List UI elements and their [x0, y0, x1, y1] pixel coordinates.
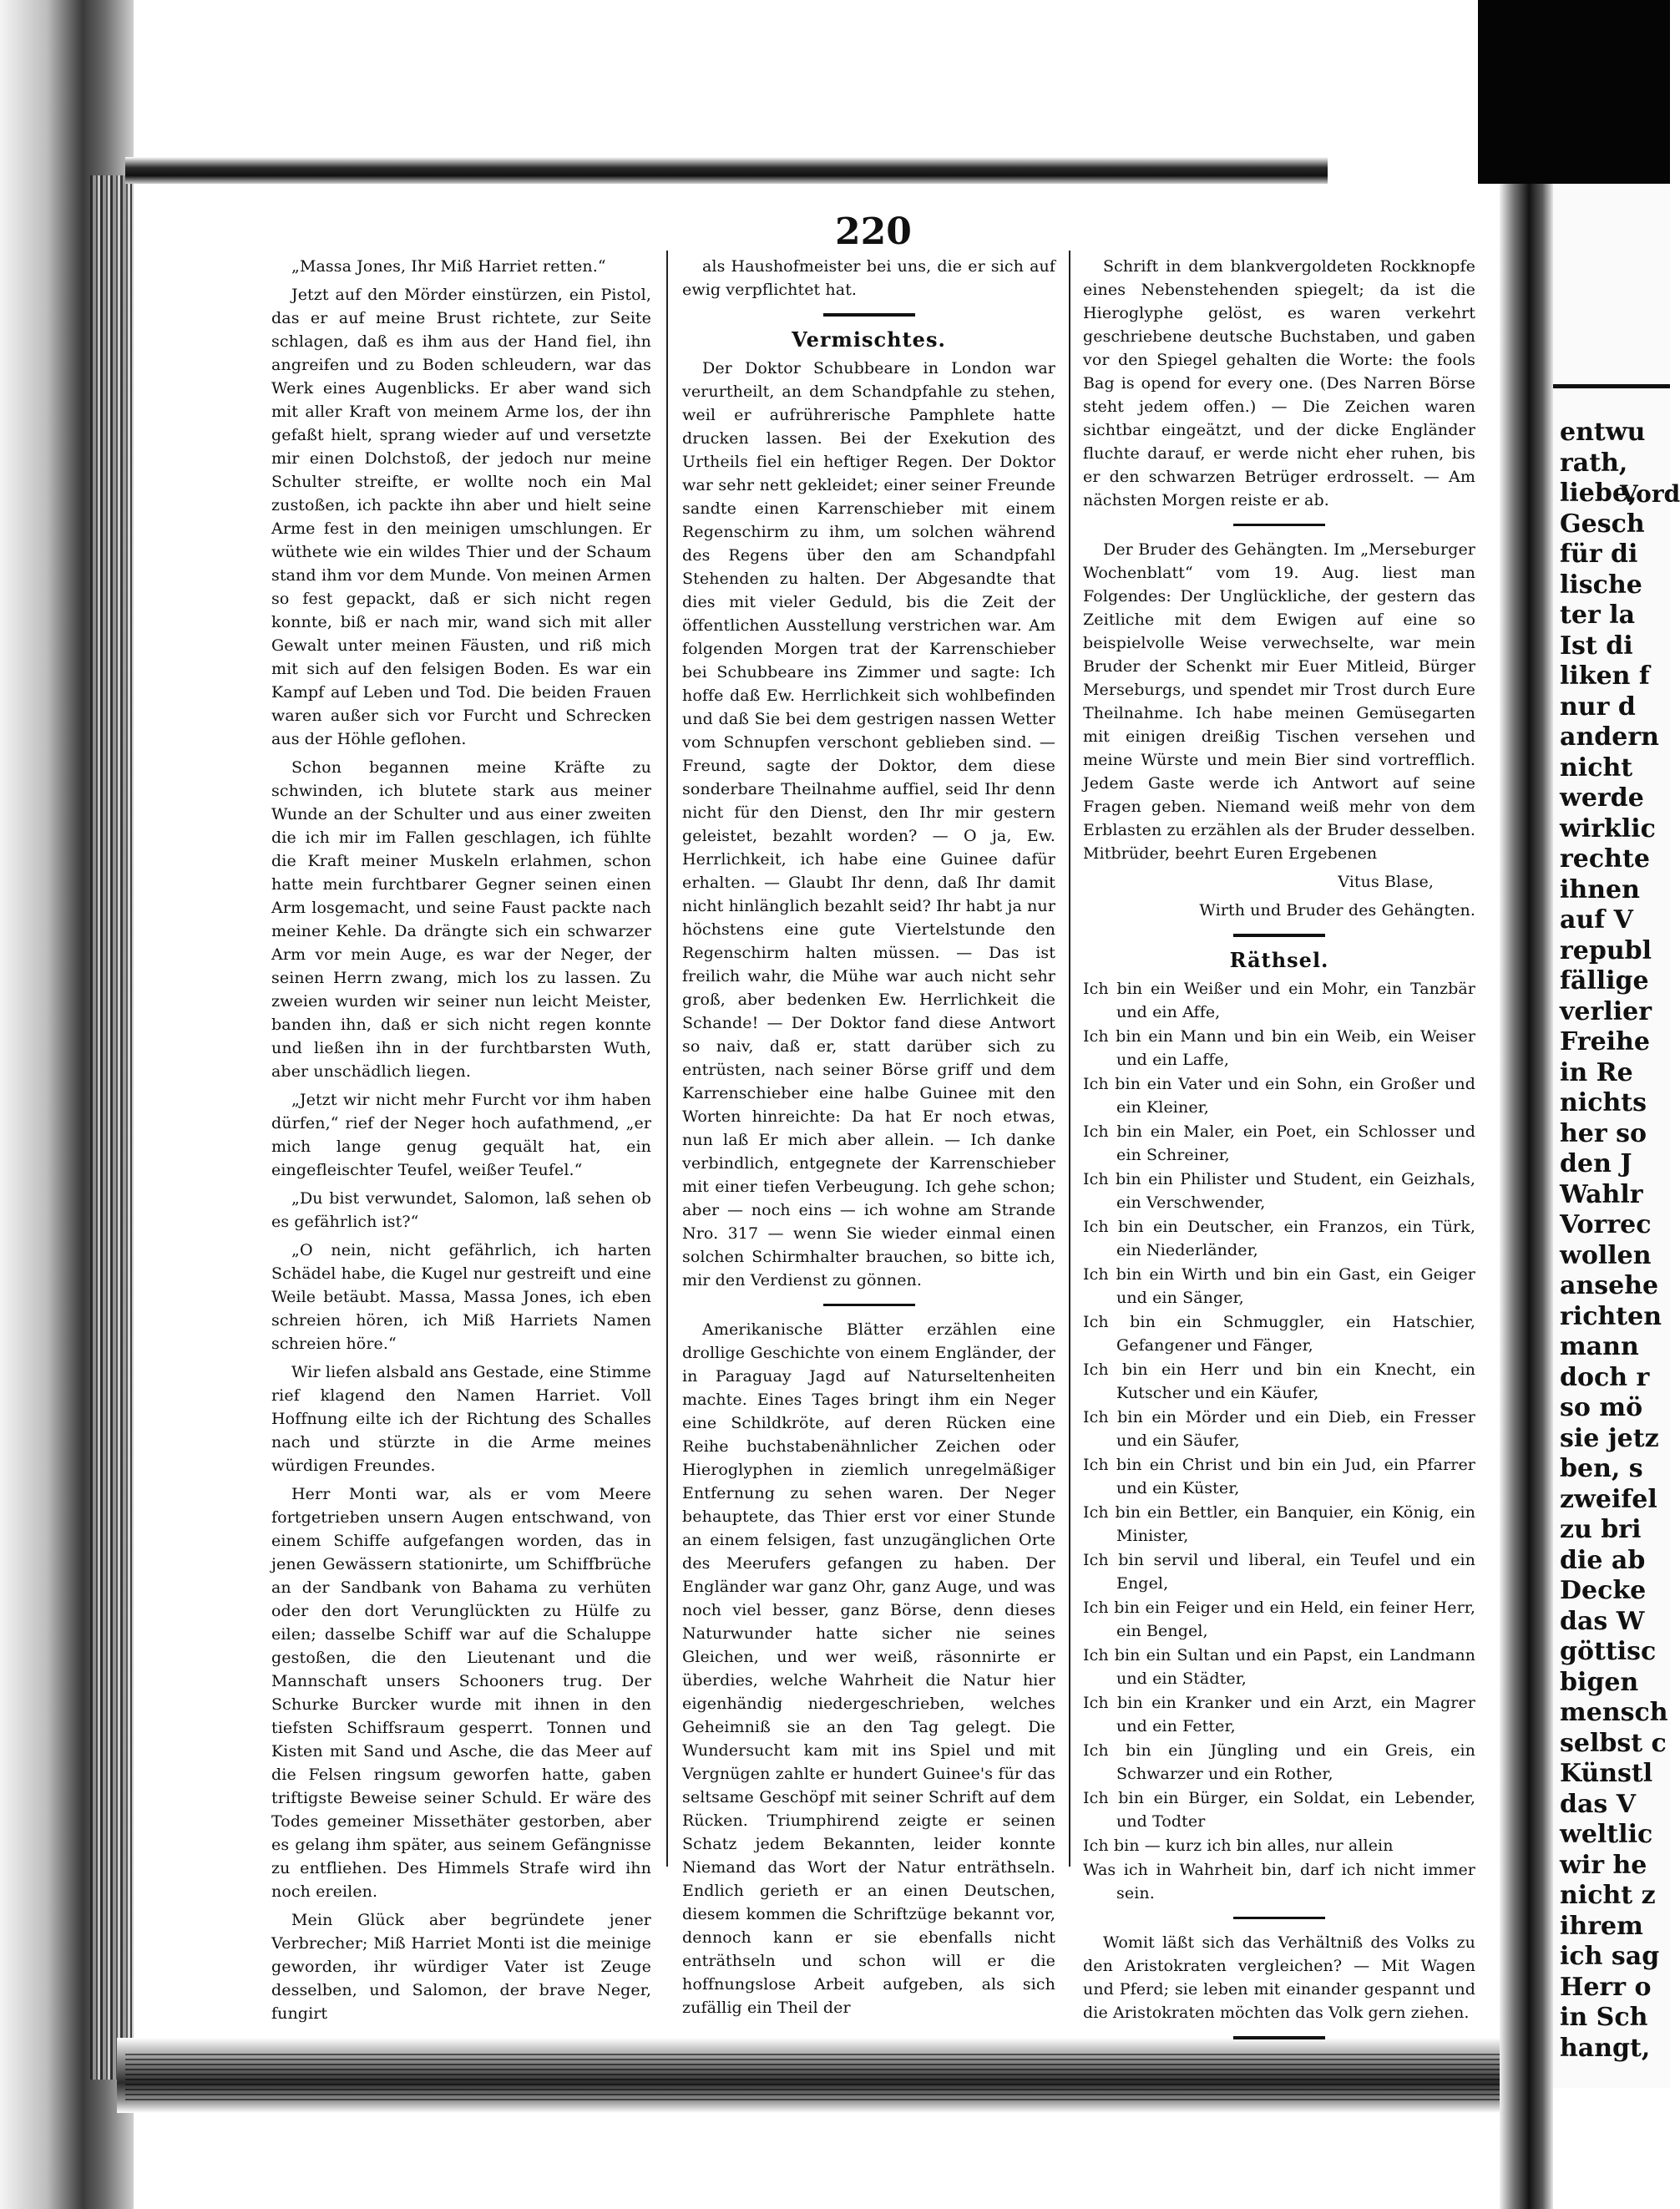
adjacent-page-line: rechte [1560, 844, 1650, 874]
adjacent-page-line: in Re [1560, 1057, 1633, 1087]
adjacent-page-line: göttisc [1560, 1637, 1657, 1666]
riddle-line: Ich bin ein Weißer und ein Mohr, ein Tanzbär und ein Affe, [1083, 980, 1475, 1021]
section-separator [823, 313, 915, 317]
adjacent-page-line: in Sch [1560, 2003, 1648, 2032]
adjacent-page-line: das V [1560, 1789, 1637, 1819]
adjacent-page-line: weltlic [1560, 1820, 1653, 1849]
riddle-line: Ich bin ein Mann und bin ein Weib, ein Weiser und ein Laffe, [1083, 1027, 1475, 1069]
paragraph: Womit läßt sich das Verhältniß des Volks zu den Aristokraten vergleichen? — Mit Wagen und Pferd; sie leben mit einander gespannt und die Aristokraten möchten das Volk gern ziehen. [1083, 1933, 1475, 2022]
page-stack-edges [90, 175, 132, 2080]
signature-name: Vitus Blase, [1338, 873, 1434, 891]
riddle-line: Ich bin — kurz ich bin alles, nur allein [1083, 1837, 1394, 1855]
riddle-line: Ich bin ein Wirth und bin ein Gast, ein Geiger und ein Sänger, [1083, 1265, 1475, 1307]
article-separator [1233, 524, 1325, 526]
adjacent-page-line: andern [1560, 722, 1659, 752]
riddle-line: Ich bin ein Feiger und ein Held, ein feiner Herr, ein Bengel, [1083, 1598, 1475, 1640]
adjacent-page-line: die ab [1560, 1545, 1646, 1575]
riddle-line: Ich bin ein Maler, ein Poet, ein Schlosser und ein Schreiner, [1083, 1122, 1475, 1164]
riddle-line: Ich bin ein Philister und Student, ein Geizhals, ein Verschwender, [1083, 1170, 1475, 1212]
riddle-line: Ich bin ein Sultan und ein Papst, ein Landmann und ein Städter, [1083, 1646, 1475, 1688]
adjacent-page-line: wir he [1560, 1850, 1647, 1880]
end-separator [1233, 2036, 1325, 2039]
adjacent-page-line: republ [1560, 935, 1652, 965]
adjacent-page-line: ansehe [1560, 1271, 1659, 1300]
riddle-line: Ich bin ein Jüngling und ein Greis, ein Schwarzer und ein Rother, [1083, 1741, 1475, 1783]
adjacent-page-line: ich sag [1560, 1942, 1660, 1971]
adjacent-page-line: liken f [1560, 661, 1650, 691]
riddle-line: Ich bin ein Mörder und ein Dieb, ein Fresser und ein Säufer, [1083, 1408, 1475, 1450]
riddle-line: Ich bin ein Vater und ein Sohn, ein Großer und ein Kleiner, [1083, 1075, 1475, 1117]
adjacent-page-line: entwu [1560, 418, 1646, 447]
adjacent-page-line: werde [1560, 783, 1644, 813]
adjacent-page-line: Freihe [1560, 1027, 1650, 1056]
adjacent-page-line: nur d [1560, 692, 1636, 722]
paragraph: als Haushofmeister bei uns, die er sich auf ewig verpflichtet hat. [682, 257, 1055, 299]
riddle-heading: Räthsel. [1229, 948, 1329, 972]
adjacent-page-line: ihrem [1560, 1911, 1643, 1941]
top-page-edge [125, 157, 1328, 184]
riddle-line: Ich bin ein Bettler, ein Banquier, ein König, ein Minister, [1083, 1503, 1475, 1545]
riddle-poem [1083, 977, 1475, 1905]
article-separator [1233, 1917, 1325, 1919]
adjacent-page-line: ter la [1560, 600, 1636, 630]
riddle-line: Ich bin ein Bürger, ein Soldat, ein Lebender, und Todter [1083, 1789, 1475, 1831]
adjacent-page-line: her so [1560, 1118, 1647, 1148]
paragraph: „Massa Jones, Ihr Miß Harriet retten.“ [291, 257, 606, 276]
adjacent-page-line: Gesch [1560, 509, 1645, 539]
column-2 [682, 255, 1055, 2024]
adjacent-page-line: fällige [1560, 966, 1649, 996]
adjacent-page-line: nichts [1560, 1088, 1647, 1117]
riddle-line: Ich bin ein Deutscher, ein Franzos, ein Türk, ein Niederländer, [1083, 1218, 1475, 1259]
riddle-line: Was ich in Wahrheit bin, darf ich nicht immer sein. [1083, 1861, 1475, 1902]
section-separator [1233, 934, 1325, 937]
adjacent-page-line: zweifel [1560, 1484, 1657, 1514]
adjacent-page-line: das W [1560, 1606, 1645, 1636]
adjacent-page-line: nicht [1560, 752, 1633, 783]
adjacent-page-line: sie jetz [1560, 1423, 1659, 1453]
adjacent-page-line: doch r [1560, 1362, 1650, 1392]
adjacent-page-line: selbst c [1560, 1728, 1667, 1758]
adjacent-page-line: bigen [1560, 1667, 1639, 1697]
paragraph: Amerikanische Blätter erzählen eine drollige Geschichte von einem Engländer, der in Paraguay Jagd auf Naturseltenheiten machte. Eines Tages bringt ihm ein Neger eine Schildkröte, auf deren Rücken eine Reihe buchstabenähnlicher Zeichen oder Hieroglyphen in ziemlich unregelmäßiger Entfernung zu sehen waren. Der Neger behauptete, das Thier erst vor einer Stunde an einem felsigen, fast unzugänglichen Orte des Meerufers gefangen zu haben. Der Engländer war ganz Ohr, ganz Auge, und was noch viel besser, ganz Börse, denn dieses Naturwunder hatte sicher nie seines Gleichen, und wer weiß, räsonnirte er überdies, welche Wahrheit die Natur hier eigenhändig niedergeschrieben, welches Geheimniß sie an den Tag gelegt. Die Wundersucht kam mit ins Spiel und mit Vergnügen zahlte er hundert Guinee's für das seltsame Geschöpf mit seiner Schrift auf dem Rücken. Triumphirend zeigte er seinen Schatz jedem Bekannten, leider konnte Niemand das Wort der Natur enträthseln. Endlich gerieth er an einen Deutschen, diesem kommen die Schriftzüge bekannt vor, dennoch kann er sie ebenfalls nicht enträthseln und schon will er die hoffnungslose Arbeit aufgeben, als sich zufällig ein Theil der [682, 1320, 1055, 2017]
adjacent-page-line: Ist di [1560, 631, 1633, 661]
paragraph: Der Bruder des Gehängten. Im „Merseburger Wochenblatt“ vom 19. Aug. liest man Folgendes: Der Unglückliche, der gestern das Zeitliche mit dem Ewigen auf eine so beispielvolle Weise verwechselte, war mein Bruder der Schenkt mir Euer Mitleid, Bürger Merseburgs, und spendet mir Trost durch Eure Theilnahme. Ich habe meinen Gemüsegarten mit einigen dreißig Tischen versehen und meine Würste und mein Bier sind vortrefflich. Jedem Gaste werde ich Antwort auf seine Fragen geben. Niemand weiß mehr von dem Erblasten zu erzählen als der Bruder desselben. Mitbrüder, beehrt Euren Ergebenen [1083, 540, 1475, 863]
adjacent-page-line: für di [1560, 540, 1638, 569]
adjacent-page-line: wirklic [1560, 813, 1656, 844]
adjacent-page-line: Decke [1560, 1576, 1647, 1605]
riddle-line: Ich bin ein Christ und bin ein Jud, ein Pfarrer und ein Küster, [1083, 1456, 1475, 1497]
adjacent-page-line: Wahlr [1560, 1179, 1643, 1209]
paragraph: Wir liefen alsbald ans Gestade, eine Stimme rief klagend den Namen Harriet. Voll Hoffnung eilte ich der Richtung des Schalles nach und stürzte in die Arme meines würdigen Freundes. [271, 1363, 651, 1475]
adjacent-page-line: so mö [1560, 1393, 1643, 1422]
adjacent-page-line: mensch [1560, 1698, 1668, 1727]
adjacent-page-line: zu bri [1560, 1515, 1642, 1544]
riddle-line: Ich bin servil und liberal, ein Teufel und ein Engel, [1083, 1551, 1475, 1593]
adjacent-page-rule [1553, 384, 1670, 388]
adjacent-page-line: Künstl [1560, 1759, 1653, 1788]
adjacent-page-line: den J [1560, 1149, 1632, 1178]
column-divider [666, 251, 668, 1867]
adjacent-page-line: hangt, [1560, 2033, 1651, 2063]
paragraph: Herr Monti war, als er vom Meere fortgetrieben unsern Augen entschwand, von einem Schiffe aufgefangen worden, das in jenen Gewässern stationirte, um Schiffbrüche an der Sandbank von Bahama zu verhüten oder den dort Verunglückten zu Hülfe zu eilen; dasselbe Schiff war auf die Schaluppe gestoßen, die den Lieutenant und die Mannschaft unsers Schooners trug. Der Schurke Burcker wurde mit ihnen in den tiefsten Schiffsraum gesperrt. Tonnen und Kisten mit Sand und Asche, die das Meer auf die Felsen ringsum geworfen hatte, gaben triftigste Beweise seiner Schuld. Er wäre des Todes gemeiner Missethäter gestorben, aber es gelang ihm später, aus seinem Gefängnisse zu entfliehen. Des Himmels Strafe wird ihn noch ereilen. [271, 1485, 651, 1901]
riddle-line: Ich bin ein Schmuggler, ein Hatschier, Gefangener und Fänger, [1083, 1313, 1475, 1355]
column-divider [1069, 251, 1070, 1867]
adjacent-page [1553, 184, 1670, 2088]
adjacent-page-line: rath, [1560, 448, 1628, 478]
paragraph: „O nein, nicht gefährlich, ich harten Schädel habe, die Kugel nur gestreift und eine Weile betäubt. Massa, Massa Jones, ich eben schreien hören, ich Miß Harriets Namen schreien höre.“ [271, 1241, 651, 1353]
adjacent-page-line: liebe, [1560, 479, 1637, 508]
page-number: 220 [835, 210, 912, 253]
section-heading: Vermischtes. [792, 327, 946, 352]
adjacent-page-line: ben, s [1560, 1454, 1643, 1483]
article-separator [823, 1304, 915, 1306]
adjacent-page-line: mann [1560, 1332, 1639, 1361]
adjacent-page-line: Vorrec [1560, 1210, 1652, 1239]
adjacent-page-text [1560, 418, 1668, 2064]
adjacent-page-line: verlier [1560, 996, 1652, 1026]
paragraph: „Jetzt wir nicht mehr Furcht vor ihm haben dürfen,“ rief der Neger hoch aufathmend, „er mich lange genug gequält hat, ein eingefleischter Teufel, weißer Teufel.“ [271, 1091, 651, 1179]
adjacent-page-header: Vord [1620, 480, 1680, 508]
adjacent-page-line: lische [1560, 570, 1642, 600]
riddle-line: Ich bin ein Herr und bin ein Knecht, ein Kutscher und ein Käufer, [1083, 1360, 1475, 1402]
scan-black-corner [1478, 0, 1670, 184]
book-gutter [1500, 0, 1553, 2209]
adjacent-page-line: wollen [1560, 1240, 1652, 1270]
riddle-line: Ich bin ein Kranker und ein Arzt, ein Magrer und ein Fetter, [1083, 1694, 1475, 1735]
adjacent-page-line: Herr o [1560, 1972, 1652, 2002]
paragraph: Schrift in dem blankvergoldeten Rockknopfe eines Nebenstehenden spiegelt; da ist die Hieroglyphe gelöst, es waren verkehrt geschriebene deutsche Buchstaben, und gaben vor den Spiegel gehalten die Worte: the fools Bag is opend for every one. (Des Narren Börse steht jedem offen.) — Die Zeichen waren sichtbar eingeätzt, und der dicke Engländer fluchte darauf, er werde nicht eher ruhen, bis er den schwarzen Betrüger erdrosselt. — Am nächsten Morgen reiste er ab. [1083, 257, 1475, 509]
adjacent-page-line: richten [1560, 1301, 1662, 1331]
paragraph: „Du bist verwundet, Salomon, laß sehen ob es gefährlich ist?“ [271, 1189, 651, 1231]
adjacent-page-line: ihnen [1560, 874, 1640, 904]
signature-title: Wirth und Bruder des Gehängten. [1199, 901, 1475, 920]
paragraph: Mein Glück aber begründete jener Verbrecher; Miß Harriet Monti ist die meinige geworden, ihr würdiger Vater ist Zeuge desselben, und Salomon, der brave Neger, fungirt [271, 1911, 651, 2023]
adjacent-page-line: nicht z [1560, 1881, 1656, 1910]
column-3 [1083, 255, 1475, 2051]
adjacent-page-line: auf V [1560, 905, 1633, 935]
paragraph: Schon begannen meine Kräfte zu schwinden, ich blutete stark aus meiner Wunde an der Schulter und aus einer zweiten die ich mir im Fallen geschlagen, ich fühlte die Kraft meiner Muskeln erlahmen, schon hatte mein furchtbarer Gegner seinen einen Arm losgemacht, und seine Faust packte nach meiner Kehle. Da drängte sich ein schwarzer Arm vor mein Auge, es war der Neger, der seinen Herrn zwang, mich los zu lassen. Zu zweien wurden wir seiner nun leicht Meister, banden ihn, daß er sich nicht regen konnte und ließen ihn in der furchtbarsten Wuth, aber unschädlich liegen. [271, 758, 651, 1081]
paragraph: Der Doktor Schubbeare in London war verurtheilt, an dem Schandpfahle zu stehen, weil er aufrührerische Pamphlete hatte drucken lassen. Bei der Exekution des Urtheils fiel ein heftiger Regen. Der Doktor war sehr nett gekleidet; einer seiner Freunde sandte einen Karrenschieber mit einem Regenschirm zu ihm, um solchen während des Regens über den am Schandpfahl Stehenden zu halten. Der Abgesandte that dies mit vieler Geduld, bis die Zeit der öffentlichen Ausstellung verstrichen war. Am folgenden Morgen trat der Karrenschieber bei Schubbeare ins Zimmer und sagte: Ich hoffe daß Ew. Herrlichkeit sich wohlbefinden und daß Sie bei dem gestrigen nassen Wetter vom Schnupfen verschont geblieben sind. — Freund, sagte der Doktor, dem diese sonderbare Theilnahme auffiel, seid Ihr denn nicht für den Dienst, den Ihr mir gestern geleistet, bezahlt worden? — O ja, Ew. Herrlichkeit, ich habe eine Guinee dafür erhalten. — Glaubt Ihr denn, daß Ihr damit nicht hinlänglich bezahlt seid? Ihr habt ja nur höchstens eine gute Viertelstunde den Regenschirm halten müssen. — Das ist freilich wahr, die Mühe war auch nicht sehr groß, aber bedenken Ew. Herrlichkeit die Schande! — Der Doktor fand diese Antwort so naiv, daß er, statt darüber sich zu entrüsten, nach seiner Börse griff und dem Karrenschieber eine halbe Guinee mit den Worten hinreichte: Da hat Er noch etwas, nun laß Er mich aber allein. — Ich danke verbindlich, entgegnete der Karrenschieber mit einer tiefen Verbeugung. Ich gehe schon; aber — noch eins — ich wohne am Strande Nro. 317 — wenn Sie wieder einmal einen solchen Schirmhalter brauchen, so bitte ich, mir den Verdienst zu gönnen. [682, 359, 1055, 1289]
bottom-page-stack [125, 2050, 1511, 2100]
column-1 [271, 255, 651, 2030]
paragraph: Jetzt auf den Mörder einstürzen, ein Pistol, das er auf meine Brust richtete, zur Seite schlagen, daß es ihm aus der Hand fiel, ihn angreifen und zu Boden schleudern, war das Werk eines Augenblicks. Er aber wand sich mit aller Kraft von meinem Arme los, der ihn gefaßt hielt, sprang wieder auf und versetzte mir einen Dolchstoß, der jedoch nur meine Schulter streifte, er wollte noch ein Mal zustoßen, ich packte ihn aber und hielt seine Arme fest in den meinigen umschlungen. Er wüthete wie ein wildes Thier und der Schaum stand ihm vor dem Munde. Von meinen Armen so fest gepackt, daß er sich nicht regen konnte, biß er nach mir, wand sich mit aller Gewalt unter meinen Fäusten, und riß mich mit sich auf den felsigen Boden. Es war ein Kampf auf Leben und Tod. Die beiden Frauen waren außer sich vor Furcht und Schrecken aus der Höhle geflohen. [271, 286, 651, 748]
